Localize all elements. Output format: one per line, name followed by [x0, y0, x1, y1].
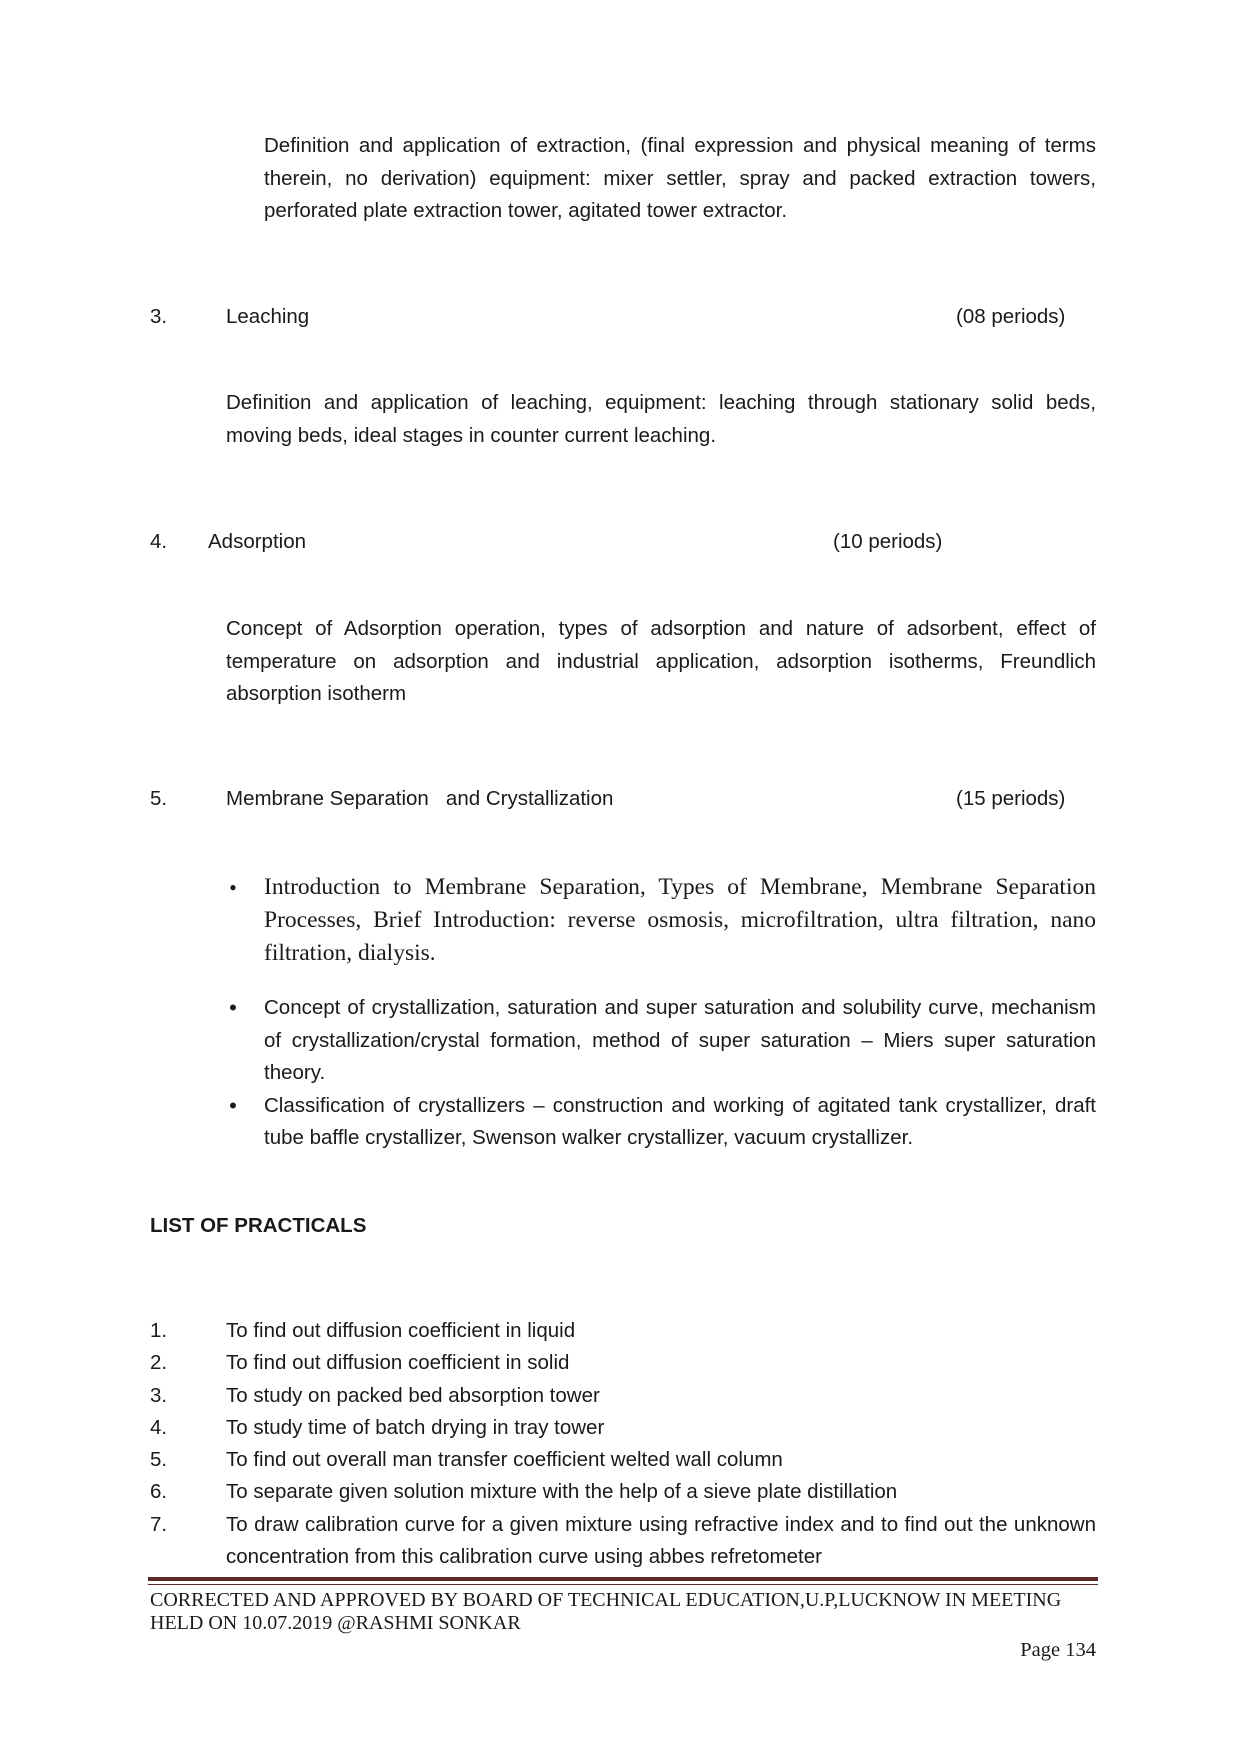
bullet-icon: • — [229, 875, 237, 900]
section-periods: (08 periods) — [956, 305, 1066, 328]
item-number: 5. — [150, 1448, 168, 1472]
section-periods: (10 periods) — [833, 530, 943, 553]
list-item — [150, 1412, 1096, 1444]
list-item — [226, 992, 1096, 1090]
list-item — [150, 1444, 1096, 1476]
leaching-paragraph: Definition and application of leaching, equipment: leaching through stationary solid beds, moving beds, ideal stages in counter current leaching. — [226, 391, 1096, 447]
footer-divider — [148, 1577, 1098, 1581]
item-number: 4. — [150, 1415, 168, 1439]
list-item — [150, 1509, 1096, 1574]
section-periods: (15 periods) — [956, 787, 1066, 810]
practicals-heading: LIST OF PRACTICALS — [150, 1214, 367, 1237]
extraction-paragraph: Definition and application of extraction, (final expression and physical meaning of terms therein, no derivation) equipment: mixer settler, spray and packed extraction towers, perforated plate extraction tower, agitated tower extractor. — [264, 134, 1096, 222]
bullet-text: Concept of crystallization, saturation and super saturation and solubility curve, mechanism of crystallization/crystal formation, method of super saturation – Miers super saturation theory. — [264, 996, 1096, 1084]
page-number: Page 134 — [1020, 1639, 1096, 1661]
section-5-heading — [150, 783, 1096, 816]
list-item — [150, 1315, 1096, 1347]
section-3-heading — [150, 301, 1096, 334]
item-number: 7. — [150, 1512, 168, 1536]
section-4-heading — [150, 526, 1096, 559]
practicals-list — [150, 1315, 1096, 1573]
footer-divider-thin — [148, 1584, 1098, 1585]
section-title: Adsorption — [208, 530, 307, 553]
item-number: 6. — [150, 1480, 168, 1504]
section-number: 3. — [150, 305, 168, 328]
item-number: 2. — [150, 1351, 168, 1375]
section-title: Membrane Separation and Crystallization — [226, 787, 614, 810]
item-text: To find out diffusion coefficient in solid — [226, 1351, 570, 1375]
list-item — [226, 1090, 1096, 1155]
bullet-text: Introduction to Membrane Separation, Types of Membrane, Membrane Separation Processes, Brief Introduction: reverse osmosis, microfiltration, ultra filtration, nano filtration, dialysis. — [264, 874, 1096, 966]
item-number: 1. — [150, 1319, 168, 1342]
bullet-icon: • — [229, 995, 237, 1020]
crystallization-bullet-list — [226, 992, 1096, 1155]
section-number: 4. — [150, 530, 168, 553]
item-text: To study on packed bed absorption tower — [226, 1383, 600, 1407]
bullet-icon: • — [229, 1092, 237, 1118]
adsorption-paragraph: Concept of Adsorption operation, types of adsorption and nature of adsorbent, effect of temperature on adsorption and industrial application, adsorption isotherms, Freundlich absorption isotherm — [226, 617, 1096, 705]
item-text: To draw calibration curve for a given mixture using refractive index and to find out the unknown concentration from this calibration curve using abbes refretometer — [226, 1512, 1096, 1569]
section-number: 5. — [150, 787, 168, 810]
footer-approval-note: CORRECTED AND APPROVED BY BOARD OF TECHNICAL EDUCATION,U.P,LUCKNOW IN MEETING HELD ON 10.07.2019 @RASHMI SONKAR — [150, 1589, 1062, 1634]
list-item — [150, 1476, 1096, 1508]
item-number: 3. — [150, 1383, 168, 1407]
list-item — [150, 1380, 1096, 1412]
item-text: To find out overall man transfer coefficient welted wall column — [226, 1448, 783, 1472]
membrane-bullet-list — [226, 871, 1096, 970]
bullet-text: Classification of crystallizers – construction and working of agitated tank crystallizer, draft tube baffle crystallizer, Swenson walker crystallizer, vacuum crystallizer. — [264, 1093, 1096, 1149]
item-text: To separate given solution mixture with the help of a sieve plate distillation — [226, 1480, 898, 1504]
list-item — [150, 1347, 1096, 1379]
item-text: To find out diffusion coefficient in liquid — [226, 1319, 576, 1342]
list-item — [226, 871, 1096, 970]
item-text: To study time of batch drying in tray tower — [226, 1415, 605, 1439]
section-title: Leaching — [226, 305, 310, 328]
